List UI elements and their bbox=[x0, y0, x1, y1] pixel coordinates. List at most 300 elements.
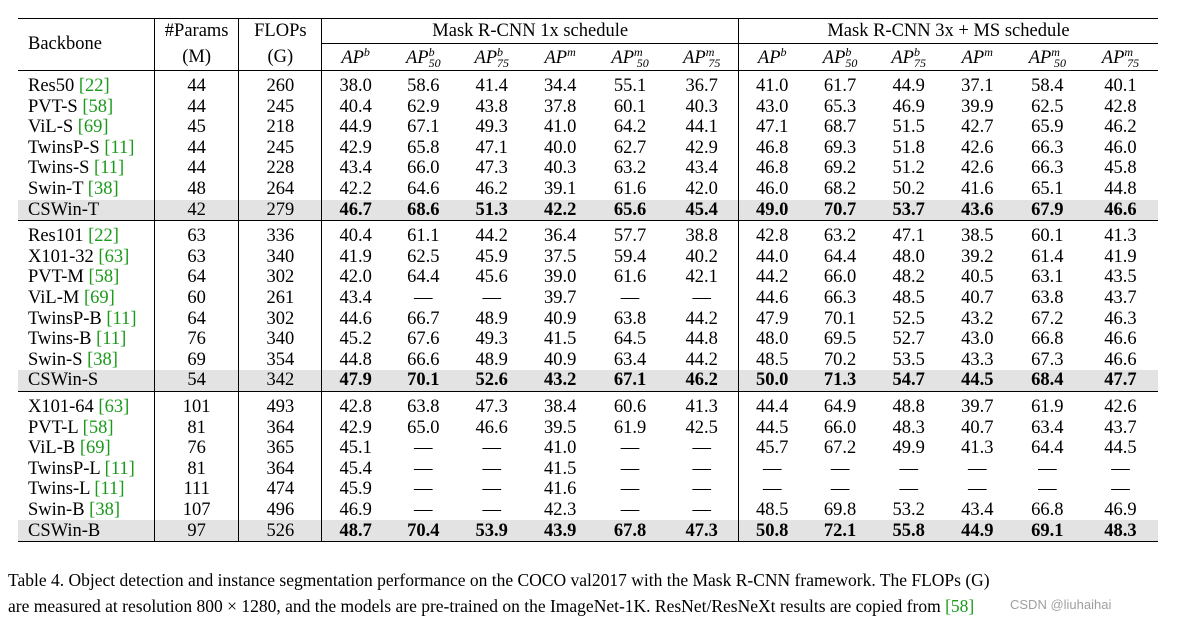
metric-cell: 42.6 bbox=[1104, 396, 1137, 417]
citation-link[interactable]: [38] bbox=[87, 179, 119, 200]
table-row bbox=[18, 76, 1158, 97]
metric-cell: 70.7 bbox=[806, 200, 875, 221]
metric-cell: 42.6 bbox=[961, 158, 994, 179]
flops-cell: 474 bbox=[239, 479, 322, 500]
metric-cell: 55.1 bbox=[613, 76, 647, 97]
metric-cell: 68.4 bbox=[1012, 370, 1083, 391]
metric-cell: 41.6 bbox=[543, 479, 577, 500]
flops-cell: 364 bbox=[239, 459, 322, 480]
table-row bbox=[18, 117, 1158, 138]
metric-cell: — bbox=[482, 458, 501, 479]
metric-cell: 64.6 bbox=[407, 179, 440, 200]
metric-cell: 68.2 bbox=[823, 179, 857, 200]
metric-cell: 50.2 bbox=[892, 179, 925, 200]
backbone-name: CSWin-B bbox=[18, 520, 154, 541]
metric-cell: — bbox=[1038, 458, 1057, 479]
backbone-name: X101-64 [63] bbox=[18, 397, 154, 418]
params-cell: 44 bbox=[154, 158, 238, 179]
metric-cell: 44.0 bbox=[756, 246, 789, 267]
backbone-name: Twins-B [11] bbox=[18, 329, 154, 350]
metric-cell: 72.1 bbox=[806, 520, 875, 541]
metric-cell: 46.0 bbox=[756, 179, 789, 200]
metric-cell: 63.1 bbox=[1031, 267, 1064, 288]
table-row bbox=[18, 226, 1158, 247]
metric-cell: 41.0 bbox=[543, 438, 577, 459]
metric-cell: 48.5 bbox=[756, 349, 789, 370]
metric-cell: 61.7 bbox=[823, 76, 857, 97]
metric-cell: 67.2 bbox=[823, 438, 857, 459]
backbone-name: TwinsP-B [11] bbox=[18, 309, 154, 330]
metric-cell: 46.2 bbox=[475, 179, 508, 200]
metric-cell: — bbox=[968, 458, 987, 479]
params-cell: 81 bbox=[154, 418, 238, 439]
metric-cell: 44.9 bbox=[339, 117, 372, 138]
metric-cell: 52.7 bbox=[892, 329, 925, 350]
metric-cell: 42.2 bbox=[526, 200, 595, 221]
metric-cell: 40.2 bbox=[666, 247, 739, 268]
metric-cell: 43.6 bbox=[943, 200, 1012, 221]
metric-header: $AP^m_{75}$ bbox=[1101, 44, 1140, 70]
flops-unit: (G) bbox=[239, 44, 322, 71]
metric-cell: 48.8 bbox=[892, 396, 925, 417]
table-row bbox=[18, 97, 1158, 118]
metric-cell: 45.7 bbox=[756, 438, 789, 459]
params-cell: 107 bbox=[154, 500, 238, 521]
metric-cell: 48.3 bbox=[1083, 520, 1158, 541]
metric-cell: — bbox=[1038, 479, 1057, 500]
citation-link[interactable]: [11] bbox=[104, 458, 135, 479]
table-row bbox=[18, 247, 1158, 268]
metric-cell: — bbox=[899, 458, 918, 479]
metric-cell: 42.8 bbox=[339, 396, 372, 417]
metric-cell: — bbox=[620, 438, 640, 459]
citation-link[interactable]: [11] bbox=[104, 137, 135, 158]
citation-link[interactable]: [69] bbox=[77, 117, 109, 138]
metric-cell: 44.8 bbox=[339, 349, 372, 370]
params-cell: 76 bbox=[154, 438, 238, 459]
flops-cell: 526 bbox=[239, 520, 322, 541]
flops-cell: 302 bbox=[239, 267, 322, 288]
metric-cell: 69.1 bbox=[1012, 520, 1083, 541]
metric-cell: 43.4 bbox=[339, 287, 372, 308]
metric-cell: 61.9 bbox=[613, 417, 647, 438]
flops-cell: 340 bbox=[239, 247, 322, 268]
metric-cell: 46.0 bbox=[1104, 137, 1137, 158]
metric-cell: 48.3 bbox=[892, 417, 925, 438]
metric-cell: 42.8 bbox=[756, 226, 789, 247]
metric-cell: 63.8 bbox=[613, 308, 647, 329]
metric-cell: 39.1 bbox=[543, 179, 577, 200]
metric-cell: — bbox=[762, 458, 782, 479]
table-row bbox=[18, 459, 1158, 480]
backbone-header: Backbone bbox=[18, 19, 154, 71]
citation-link[interactable]: [69] bbox=[79, 438, 111, 459]
params-cell: 45 bbox=[154, 117, 238, 138]
metric-header: $AP^b_{50}$ bbox=[406, 44, 441, 70]
metric-cell: 71.3 bbox=[806, 370, 875, 391]
params-cell: 97 bbox=[154, 520, 238, 541]
watermark: CSDN @liuhaihai bbox=[1010, 597, 1112, 612]
metric-cell: 65.1 bbox=[1031, 179, 1064, 200]
metric-cell: 36.7 bbox=[666, 76, 739, 97]
metric-cell: 46.7 bbox=[322, 200, 389, 221]
metric-cell: 45.4 bbox=[666, 200, 739, 221]
metric-cell: 67.9 bbox=[1012, 200, 1083, 221]
metric-cell: 46.9 bbox=[892, 96, 925, 117]
metric-cell: 67.3 bbox=[1031, 349, 1064, 370]
ours-row bbox=[18, 370, 1158, 391]
metric-cell: 66.3 bbox=[1031, 137, 1064, 158]
metric-cell: 70.1 bbox=[389, 370, 458, 391]
backbone-name: Swin-S [38] bbox=[18, 350, 154, 371]
metric-cell: 62.7 bbox=[613, 137, 647, 158]
metric-cell: 45.4 bbox=[339, 458, 372, 479]
caption-line-1: Table 4. Object detection and instance segmentation performance on the COCO val2017 with the Mask R-CNN framework. The FLOPs (G) bbox=[8, 570, 990, 590]
metric-cell: 57.7 bbox=[613, 226, 647, 247]
ours-row bbox=[18, 200, 1158, 221]
table-row bbox=[18, 288, 1158, 309]
params-cell: 48 bbox=[154, 179, 238, 200]
metric-cell: 43.8 bbox=[475, 96, 508, 117]
citation-link[interactable]: [22] bbox=[78, 76, 110, 97]
metric-cell: 44.2 bbox=[756, 267, 789, 288]
citation-link[interactable]: [63] bbox=[98, 396, 130, 417]
citation-link[interactable]: [11] bbox=[106, 308, 137, 329]
backbone-name: ViL-B [69] bbox=[18, 438, 154, 459]
table-row bbox=[18, 500, 1158, 521]
metric-cell: 53.5 bbox=[892, 349, 925, 370]
metric-cell: 43.0 bbox=[961, 329, 994, 350]
metric-cell: 43.4 bbox=[339, 158, 372, 179]
metric-cell: 55.8 bbox=[875, 520, 943, 541]
metric-cell: 62.5 bbox=[1031, 96, 1064, 117]
metric-cell: 63.4 bbox=[1031, 417, 1064, 438]
flops-cell: 340 bbox=[239, 329, 322, 350]
metric-cell: 52.6 bbox=[458, 370, 526, 391]
metric-cell: 43.3 bbox=[961, 349, 994, 370]
metric-cell: 61.9 bbox=[1031, 396, 1064, 417]
metric-cell: — bbox=[414, 287, 433, 308]
metric-cell: 45.2 bbox=[339, 329, 372, 350]
metric-cell: 46.8 bbox=[756, 158, 789, 179]
metric-cell: 44.6 bbox=[339, 308, 372, 329]
params-cell: 54 bbox=[154, 370, 238, 391]
metric-cell: 39.0 bbox=[543, 267, 577, 288]
metric-cell: 42.0 bbox=[666, 179, 739, 200]
metric-cell: 67.6 bbox=[407, 329, 440, 350]
flops-cell: 264 bbox=[239, 179, 322, 200]
params-cell: 101 bbox=[154, 397, 238, 418]
metric-cell: 42.6 bbox=[961, 137, 994, 158]
params-unit: (M) bbox=[154, 44, 238, 71]
metric-cell: 48.2 bbox=[892, 267, 925, 288]
backbone-name: Res50 [22] bbox=[18, 76, 154, 97]
metric-cell: 46.6 bbox=[1083, 200, 1158, 221]
flops-header: FLOPs bbox=[239, 19, 322, 44]
metric-cell: 70.4 bbox=[389, 520, 458, 541]
citation-link[interactable]: [11] bbox=[94, 479, 125, 500]
backbone-name: Twins-S [11] bbox=[18, 158, 154, 179]
metric-cell: 41.4 bbox=[475, 76, 508, 97]
metric-cell: 43.7 bbox=[1104, 417, 1137, 438]
metric-cell: 64.4 bbox=[1031, 438, 1064, 459]
metric-cell: 42.9 bbox=[666, 138, 739, 159]
metric-cell: 44.1 bbox=[666, 117, 739, 138]
metric-cell: — bbox=[414, 458, 433, 479]
metric-cell: 39.9 bbox=[961, 96, 994, 117]
params-cell: 63 bbox=[154, 226, 238, 247]
metric-cell: 45.1 bbox=[339, 438, 372, 459]
citation-link[interactable]: [11] bbox=[94, 158, 125, 179]
backbone-name: PVT-M [58] bbox=[18, 267, 154, 288]
metric-cell: 40.1 bbox=[1104, 76, 1137, 97]
metric-cell: 47.3 bbox=[475, 396, 508, 417]
metric-cell: 42.8 bbox=[1104, 96, 1137, 117]
flops-cell: 365 bbox=[239, 438, 322, 459]
metric-cell: 48.5 bbox=[756, 499, 789, 520]
metric-cell: — bbox=[620, 479, 640, 500]
metric-cell: 69.5 bbox=[823, 329, 857, 350]
metric-cell: — bbox=[620, 458, 640, 479]
table-row bbox=[18, 267, 1158, 288]
citation-link[interactable]: [58] bbox=[88, 267, 120, 288]
flops-cell: 260 bbox=[239, 76, 322, 97]
flops-cell: 354 bbox=[239, 350, 322, 371]
metric-header: $AP^m$ bbox=[961, 45, 993, 69]
params-cell: 64 bbox=[154, 267, 238, 288]
metric-cell: 47.1 bbox=[475, 137, 508, 158]
metric-cell: 42.9 bbox=[339, 137, 372, 158]
flops-cell: 336 bbox=[239, 226, 322, 247]
metric-cell: 42.1 bbox=[666, 267, 739, 288]
flops-cell: 279 bbox=[239, 200, 322, 221]
params-cell: 81 bbox=[154, 459, 238, 480]
table-row bbox=[18, 329, 1158, 350]
params-cell: 64 bbox=[154, 309, 238, 330]
metric-cell: 66.0 bbox=[823, 267, 857, 288]
metric-cell: 40.3 bbox=[543, 158, 577, 179]
metric-cell: 41.3 bbox=[1104, 226, 1137, 247]
metric-cell: 43.2 bbox=[961, 308, 994, 329]
metric-cell: 48.5 bbox=[892, 287, 925, 308]
metric-cell: 41.5 bbox=[543, 458, 577, 479]
backbone-name: PVT-L [58] bbox=[18, 418, 154, 439]
metric-cell: 49.3 bbox=[475, 329, 508, 350]
metric-cell: 45.9 bbox=[339, 479, 372, 500]
params-cell: 44 bbox=[154, 76, 238, 97]
citation-link[interactable]: [58] bbox=[82, 96, 114, 117]
metric-cell: 65.0 bbox=[407, 417, 440, 438]
metric-cell: 46.9 bbox=[339, 499, 372, 520]
citation-link[interactable]: [11] bbox=[96, 329, 127, 350]
metric-cell: 42.9 bbox=[339, 417, 372, 438]
citation-link[interactable]: [58] bbox=[82, 417, 114, 438]
citation-link[interactable]: [63] bbox=[98, 246, 130, 267]
metric-cell: 44.2 bbox=[475, 226, 508, 247]
metric-cell: 45.9 bbox=[475, 246, 508, 267]
metric-cell: 69.3 bbox=[823, 137, 857, 158]
metric-cell: 40.9 bbox=[543, 349, 577, 370]
metric-cell: 46.6 bbox=[475, 417, 508, 438]
metric-cell: 41.3 bbox=[666, 397, 739, 418]
metric-cell: 41.0 bbox=[543, 117, 577, 138]
backbone-name: CSWin-S bbox=[18, 370, 154, 391]
flops-cell: 245 bbox=[239, 97, 322, 118]
metric-cell: — bbox=[666, 479, 739, 500]
metric-cell: 65.8 bbox=[407, 137, 440, 158]
metric-cell: 54.7 bbox=[875, 370, 943, 391]
metric-cell: 37.8 bbox=[543, 96, 577, 117]
flops-cell: 493 bbox=[239, 397, 322, 418]
citation-link[interactable]: [22] bbox=[88, 226, 119, 247]
metric-cell: 66.8 bbox=[1031, 499, 1064, 520]
metric-cell: 44.2 bbox=[666, 350, 739, 371]
metric-cell: 41.6 bbox=[961, 179, 994, 200]
metric-cell: 46.9 bbox=[1104, 499, 1137, 520]
metric-cell: 61.6 bbox=[613, 267, 647, 288]
metric-header: $AP^b_{75}$ bbox=[474, 44, 510, 70]
metric-cell: 38.0 bbox=[339, 76, 372, 97]
metric-cell: 44.9 bbox=[943, 520, 1012, 541]
metric-cell: 46.6 bbox=[1104, 329, 1137, 350]
metric-cell: 70.2 bbox=[823, 349, 857, 370]
metric-cell: 40.4 bbox=[339, 226, 372, 247]
metric-cell: 49.0 bbox=[738, 200, 805, 221]
table-row bbox=[18, 309, 1158, 330]
metric-cell: 66.7 bbox=[407, 308, 440, 329]
metric-cell: 34.4 bbox=[543, 76, 577, 97]
metric-cell: — bbox=[1111, 479, 1130, 500]
metric-cell: 44.8 bbox=[666, 329, 739, 350]
metric-cell: 46.2 bbox=[666, 370, 739, 391]
metric-cell: 48.9 bbox=[475, 308, 508, 329]
backbone-name: PVT-S [58] bbox=[18, 97, 154, 118]
metric-cell: — bbox=[482, 479, 501, 500]
metric-cell: 67.2 bbox=[1031, 308, 1064, 329]
metric-cell: 46.3 bbox=[1104, 308, 1137, 329]
metric-cell: 44.9 bbox=[892, 76, 925, 97]
metric-cell: 66.0 bbox=[407, 158, 440, 179]
metric-cell: — bbox=[414, 438, 433, 459]
metric-cell: 38.8 bbox=[666, 226, 739, 247]
metric-cell: — bbox=[482, 287, 501, 308]
metric-cell: 50.8 bbox=[738, 520, 805, 541]
metric-cell: 38.4 bbox=[543, 396, 577, 417]
backbone-name: CSWin-T bbox=[18, 200, 154, 221]
metric-cell: 44.8 bbox=[1104, 179, 1137, 200]
metric-cell: 61.4 bbox=[1031, 246, 1064, 267]
metric-header: $AP^m_{75}$ bbox=[666, 44, 739, 71]
metric-cell: 51.3 bbox=[458, 200, 526, 221]
metric-cell: 64.4 bbox=[407, 267, 440, 288]
metric-cell: 43.4 bbox=[961, 499, 994, 520]
metric-cell: 67.1 bbox=[407, 117, 440, 138]
metric-cell: 61.6 bbox=[613, 179, 647, 200]
params-cell: 63 bbox=[154, 247, 238, 268]
metric-cell: 51.2 bbox=[892, 158, 925, 179]
metric-cell: 39.7 bbox=[543, 287, 577, 308]
metric-cell: 66.6 bbox=[407, 349, 440, 370]
metric-cell: 69.8 bbox=[823, 499, 857, 520]
schedule-3x-header: Mask R-CNN 3x + MS schedule bbox=[738, 19, 1158, 44]
metric-cell: 37.5 bbox=[543, 246, 577, 267]
metric-cell: 40.5 bbox=[961, 267, 994, 288]
metric-header: $AP^m$ bbox=[544, 45, 576, 69]
metric-cell: 69.2 bbox=[823, 158, 857, 179]
metric-cell: 63.4 bbox=[613, 349, 647, 370]
flops-cell: 496 bbox=[239, 500, 322, 521]
metric-cell: 63.2 bbox=[613, 158, 647, 179]
metric-cell: 66.3 bbox=[1031, 158, 1064, 179]
metric-cell: — bbox=[620, 287, 640, 308]
metric-cell: 49.9 bbox=[892, 438, 925, 459]
table-caption bbox=[8, 567, 1173, 619]
metric-cell: 63.8 bbox=[1031, 287, 1064, 308]
metric-cell: 41.9 bbox=[1104, 246, 1137, 267]
metric-cell: — bbox=[762, 479, 782, 500]
metric-cell: 47.3 bbox=[666, 520, 739, 541]
metric-cell: 39.7 bbox=[961, 396, 994, 417]
metric-cell: 64.9 bbox=[823, 396, 857, 417]
flops-cell: 302 bbox=[239, 309, 322, 330]
metric-cell: 61.1 bbox=[407, 226, 440, 247]
metric-cell: 46.6 bbox=[1104, 349, 1137, 370]
backbone-name: Swin-T [38] bbox=[18, 179, 154, 200]
metric-cell: 40.0 bbox=[543, 137, 577, 158]
metric-cell: 51.5 bbox=[892, 117, 925, 138]
metric-header: $AP^b_{50}$ bbox=[822, 44, 858, 70]
citation-link[interactable]: [38] bbox=[89, 499, 120, 520]
table-row bbox=[18, 350, 1158, 371]
metric-cell: 63.8 bbox=[407, 396, 440, 417]
table-row bbox=[18, 479, 1158, 500]
params-cell: 42 bbox=[154, 200, 238, 221]
metric-cell: — bbox=[666, 438, 739, 459]
metric-cell: — bbox=[414, 479, 433, 500]
metric-header: $AP^m_{50}$ bbox=[1028, 44, 1066, 70]
metric-cell: 47.1 bbox=[892, 226, 925, 247]
params-cell: 111 bbox=[154, 479, 238, 500]
metric-cell: 68.6 bbox=[389, 200, 458, 221]
metric-cell: 47.9 bbox=[756, 308, 789, 329]
metric-cell: 40.7 bbox=[961, 287, 994, 308]
backbone-name: Swin-B [38] bbox=[18, 500, 154, 521]
metric-cell: 44.5 bbox=[756, 417, 789, 438]
metric-cell: 44.6 bbox=[756, 287, 789, 308]
caption-citation[interactable]: [58] bbox=[945, 596, 975, 616]
metric-cell: 49.3 bbox=[475, 117, 508, 138]
metric-cell: 45.6 bbox=[475, 267, 508, 288]
metric-cell: 60.1 bbox=[1031, 226, 1064, 247]
metric-cell: 47.7 bbox=[1083, 370, 1158, 391]
metric-cell: 58.6 bbox=[407, 76, 440, 97]
citation-link[interactable]: [38] bbox=[87, 349, 118, 370]
params-cell: 60 bbox=[154, 288, 238, 309]
params-cell: 44 bbox=[154, 138, 238, 159]
citation-link[interactable]: [69] bbox=[83, 287, 115, 308]
metric-header: $AP^b$ bbox=[341, 45, 370, 69]
schedule-1x-header: Mask R-CNN 1x schedule bbox=[322, 19, 739, 44]
metric-cell: — bbox=[830, 458, 850, 479]
metric-cell: 38.5 bbox=[961, 226, 994, 247]
table-row bbox=[18, 179, 1158, 200]
metric-cell: 36.4 bbox=[543, 226, 577, 247]
results-table bbox=[18, 18, 1158, 542]
metric-cell: 43.0 bbox=[756, 96, 789, 117]
metric-header: $AP^b$ bbox=[757, 45, 787, 69]
metric-cell: 41.9 bbox=[339, 246, 372, 267]
flops-cell: 218 bbox=[239, 117, 322, 138]
